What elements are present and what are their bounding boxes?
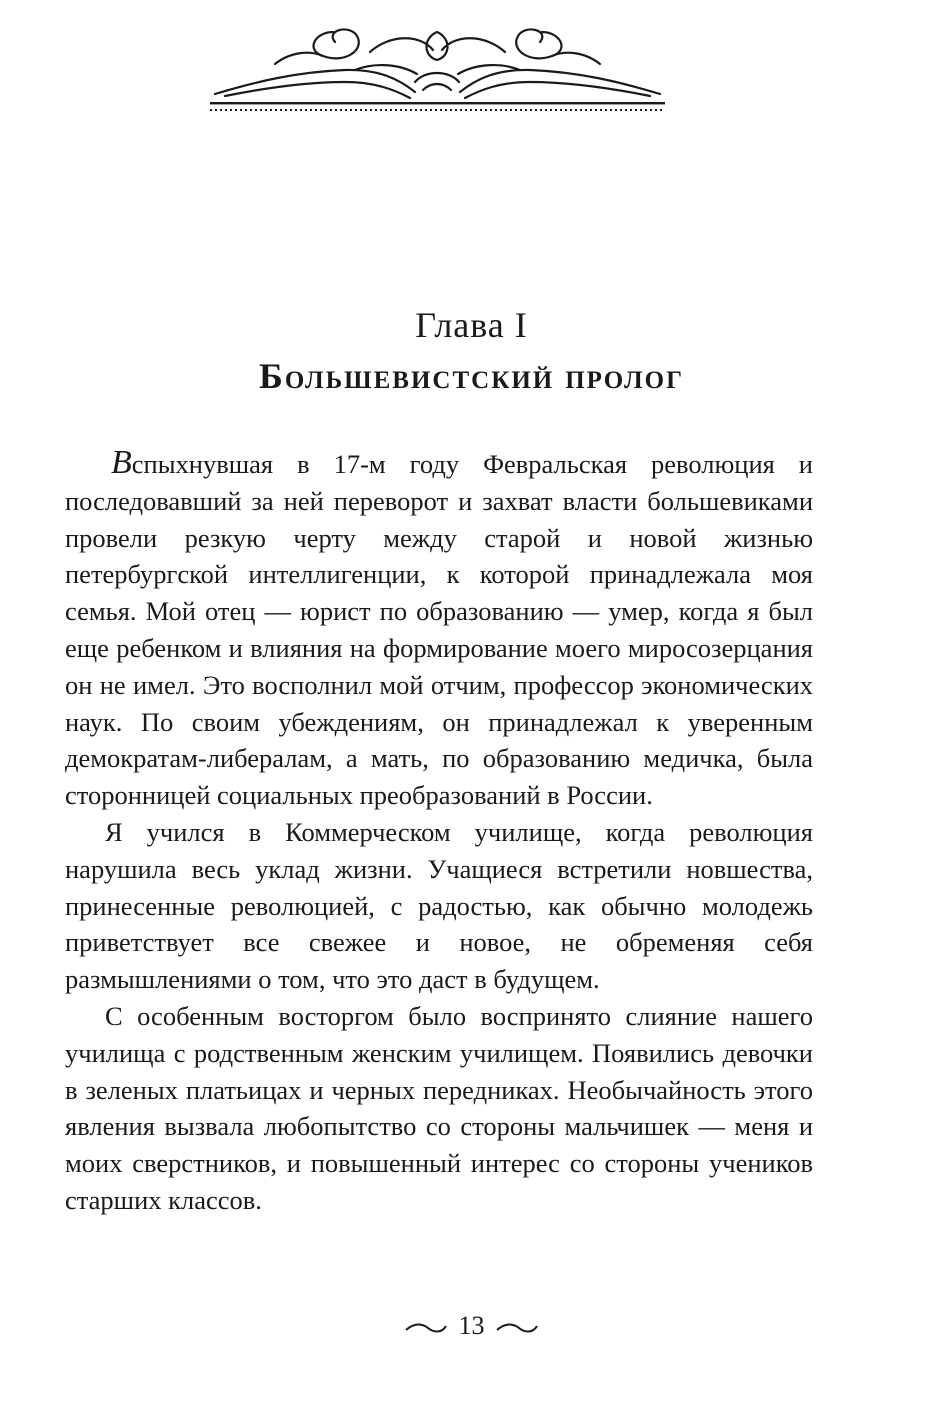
tilde-left-ornament bbox=[404, 1321, 448, 1335]
chapter-number: Глава I bbox=[415, 305, 528, 345]
page-number: 13 bbox=[458, 1311, 485, 1340]
ornament-header bbox=[205, 12, 670, 122]
paragraph bbox=[65, 445, 813, 814]
chapter-title: Большевистский пролог bbox=[259, 356, 684, 396]
body-text bbox=[65, 445, 813, 1219]
chapter-heading bbox=[0, 300, 943, 402]
paragraph-text: спыхнувшая в 17-м году Февральская революция и последовавший за ней переворот и захват власти большевиками провели резкую черту между старой и новой жизнью петербургской интеллигенции, к которой принадлежала моя семья. Мой отец — юрист по образованию — умер, когда я был еще ребенком и влияния на формирование моего миросозерцания он не имел. Это восполнил мой отчим, профессор экономических наук. По своим убеждениям, он принадлежал к уверенным демократам-либералам, а мать, по образованию медичка, была сторонницей социальных преобразований в России. bbox=[65, 449, 813, 811]
paragraph: С особенным восторгом было воспринято слияние нашего училища с родственным женским училищем. Появились девочки в зеленых платьицах и черных передниках. Необычайность этого явления вызвала любопытство со стороны мальчишек — меня и моих сверстников, и повышенный интерес со стороны учеников старших классов. bbox=[65, 1000, 813, 1215]
page-number-folio bbox=[0, 1308, 943, 1344]
tilde-right-ornament bbox=[495, 1321, 539, 1335]
paragraph: Я учился в Коммерческом училище, когда революция нарушила весь уклад жизни. Учащиеся встретили новшества, принесенные революцией, с радостью, как обычно молодежь приветствует все свежее и новое, не обременяя себя размышлениями о том, что это даст в будущем. bbox=[65, 816, 813, 995]
dropcap: В bbox=[111, 444, 132, 481]
